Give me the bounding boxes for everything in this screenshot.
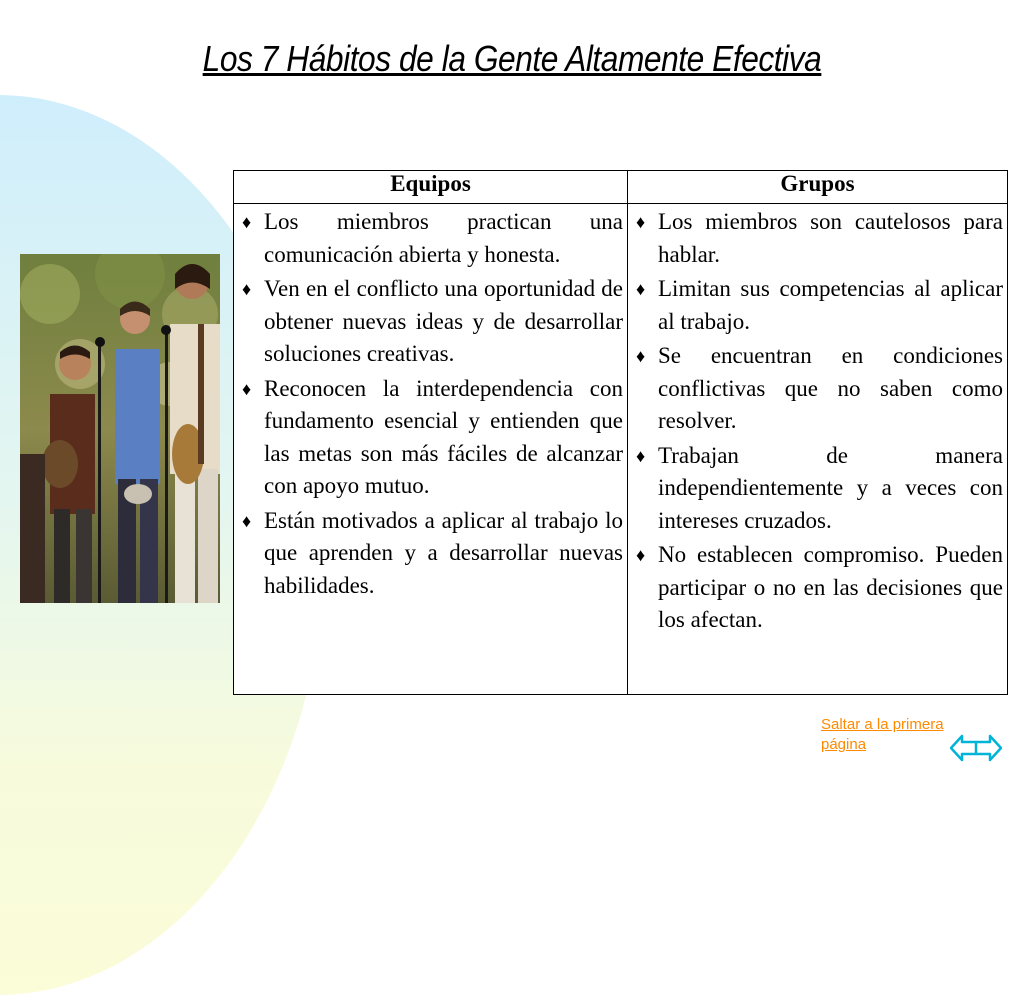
comparison-table bbox=[233, 170, 1007, 695]
header-equipos: Equipos bbox=[234, 171, 628, 204]
diamond-bullet-icon: ♦ bbox=[242, 212, 252, 232]
comparison-grid bbox=[233, 170, 1008, 695]
grupos-item bbox=[634, 440, 1003, 538]
header-row bbox=[234, 171, 1008, 204]
jump-to-first-page-link[interactable]: Saltar a la primera página bbox=[821, 716, 944, 753]
grupos-cell bbox=[628, 204, 1008, 695]
header-grupos: Grupos bbox=[628, 171, 1008, 204]
grupos-item bbox=[634, 273, 1003, 338]
equipos-item bbox=[240, 373, 623, 503]
equipos-item-text: Reconocen la interdependencia con fundamento esencial y entienden que las metas son más fáciles de alcanzar con apoyo mutuo. bbox=[264, 375, 623, 498]
left-right-arrow-icon[interactable] bbox=[950, 733, 1002, 763]
diamond-bullet-icon: ♦ bbox=[636, 445, 646, 466]
page-title: Los 7 Hábitos de la Gente Altamente Efectiva bbox=[202, 38, 822, 79]
diamond-bullet-icon: ♦ bbox=[636, 212, 646, 232]
equipos-item bbox=[240, 505, 623, 603]
content-row bbox=[234, 204, 1008, 695]
grupos-item-text: No establecen compromiso. Pueden participar o no en las decisiones que los afectan. bbox=[658, 542, 1003, 632]
grupos-list bbox=[634, 206, 1003, 637]
diamond-bullet-icon: ♦ bbox=[242, 279, 252, 299]
equipos-item bbox=[240, 273, 623, 371]
diamond-bullet-icon: ♦ bbox=[636, 279, 646, 299]
band-photo-image bbox=[20, 254, 220, 603]
diamond-bullet-icon: ♦ bbox=[636, 545, 646, 565]
grupos-item-text: Se encuentran en condiciones conflictivas que no saben como resolver. bbox=[658, 343, 1003, 433]
equipos-item-text: Están motivados a aplicar al trabajo lo que aprenden y a desarrollar nuevas habilidades. bbox=[264, 507, 623, 598]
band-photo bbox=[20, 254, 220, 603]
grupos-item-text: Trabajan de manera independientemente y a veces con intereses cruzados. bbox=[658, 442, 1003, 533]
diamond-bullet-icon: ♦ bbox=[242, 510, 252, 531]
equipos-cell bbox=[234, 204, 628, 695]
equipos-item-text: Ven en el conflicto una oportunidad de obtener nuevas ideas y de desarrollar soluciones creativas. bbox=[264, 276, 623, 366]
diamond-bullet-icon: ♦ bbox=[636, 346, 646, 366]
equipos-list bbox=[240, 206, 623, 602]
nav-arrows[interactable] bbox=[950, 733, 1002, 763]
diamond-bullet-icon: ♦ bbox=[242, 378, 252, 399]
grupos-item bbox=[634, 340, 1003, 438]
equipos-item-text: Los miembros practican una comunicación abierta y honesta. bbox=[264, 209, 623, 267]
grupos-item-text: Los miembros son cautelosos para hablar. bbox=[658, 209, 1003, 267]
equipos-item bbox=[240, 206, 623, 271]
grupos-item bbox=[634, 539, 1003, 637]
grupos-item-text: Limitan sus competencias al aplicar al trabajo. bbox=[658, 276, 1003, 334]
grupos-item bbox=[634, 206, 1003, 271]
